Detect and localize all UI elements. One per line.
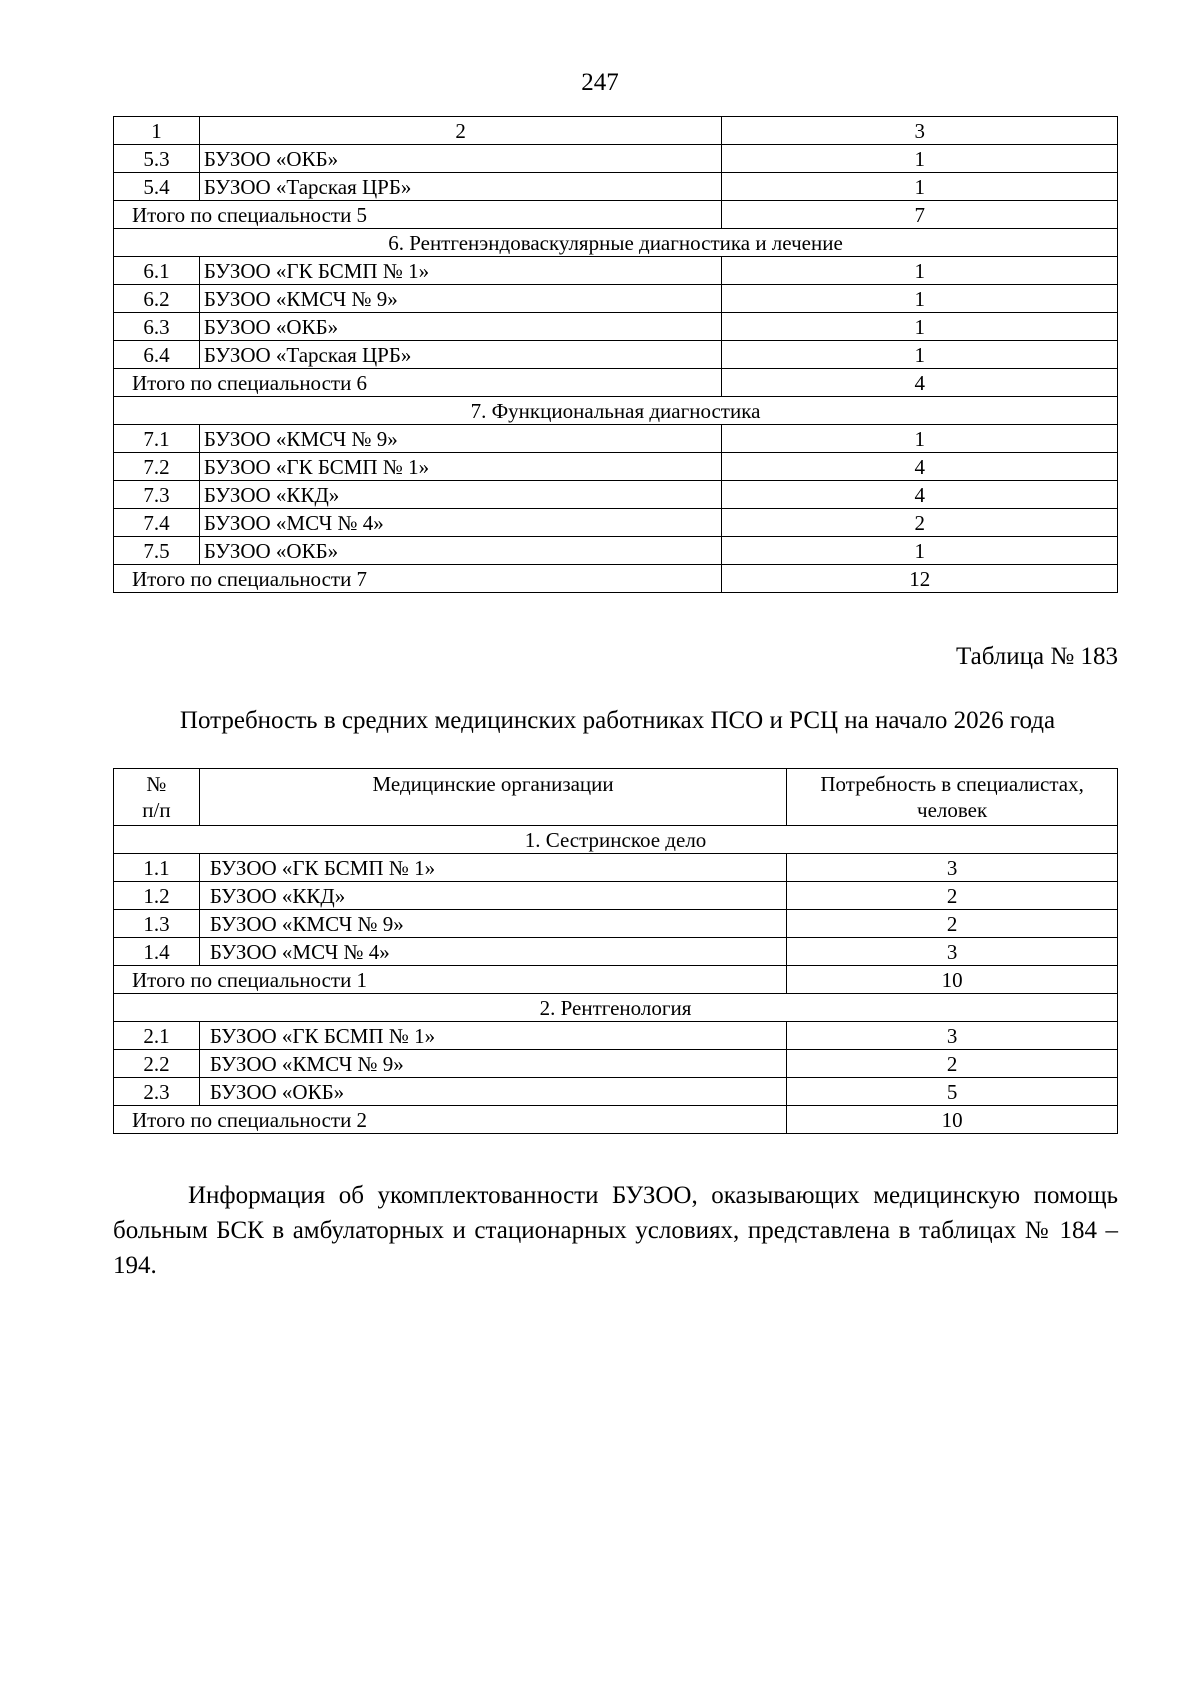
total-row (114, 966, 1118, 994)
table-caption: Таблица № 183 (955, 643, 1118, 670)
row-number: 7.5 (114, 537, 200, 565)
organization-name: БУЗОО «КМСЧ № 9» (199, 285, 722, 313)
row-number: 5.4 (114, 173, 200, 201)
row-number: 1.3 (114, 910, 200, 938)
total-row (114, 565, 1118, 593)
header-need-line1: Потребность в специалистах, (820, 772, 1084, 796)
total-row (114, 201, 1118, 229)
total-label: Итого по специальности 1 (114, 966, 787, 994)
row-value: 1 (722, 257, 1118, 285)
total-label: Итого по специальности 6 (114, 369, 722, 397)
organization-name: БУЗОО «ОКБ» (199, 145, 722, 173)
table-row (114, 145, 1118, 173)
organization-name: БУЗОО «ККД» (199, 882, 786, 910)
total-row (114, 1106, 1118, 1134)
row-number: 6.1 (114, 257, 200, 285)
row-value: 1 (722, 537, 1118, 565)
total-row (114, 369, 1118, 397)
section-title: 1. Сестринское дело (114, 826, 1118, 854)
table-row (114, 481, 1118, 509)
total-label: Итого по специальности 7 (114, 565, 722, 593)
row-value: 4 (722, 453, 1118, 481)
table-row (114, 910, 1118, 938)
table-header-row (114, 117, 1118, 145)
table-row (114, 313, 1118, 341)
table-row (114, 257, 1118, 285)
row-value: 5 (787, 1078, 1118, 1106)
row-number: 7.2 (114, 453, 200, 481)
table-row (114, 1078, 1118, 1106)
row-value: 2 (787, 1050, 1118, 1078)
row-number: 2.1 (114, 1022, 200, 1050)
header-num-line2: п/п (142, 798, 171, 822)
row-number: 6.3 (114, 313, 200, 341)
row-number: 1.4 (114, 938, 200, 966)
row-number: 6.4 (114, 341, 200, 369)
table-row (114, 173, 1118, 201)
organization-name: БУЗОО «КМСЧ № 9» (199, 425, 722, 453)
organization-name: БУЗОО «КМСЧ № 9» (199, 1050, 786, 1078)
table-header-row (114, 769, 1118, 826)
organization-name: БУЗОО «МСЧ № 4» (199, 938, 786, 966)
section-row (114, 229, 1118, 257)
row-number: 1.1 (114, 854, 200, 882)
organization-name: БУЗОО «ОКБ» (199, 537, 722, 565)
total-value: 12 (722, 565, 1118, 593)
row-value: 1 (722, 285, 1118, 313)
row-number: 2.2 (114, 1050, 200, 1078)
row-number: 7.3 (114, 481, 200, 509)
row-value: 3 (787, 938, 1118, 966)
row-value: 1 (722, 341, 1118, 369)
row-value: 1 (722, 145, 1118, 173)
header-need (787, 769, 1118, 826)
row-number: 1.2 (114, 882, 200, 910)
header-cell-3: 3 (722, 117, 1118, 145)
row-value: 1 (722, 173, 1118, 201)
organization-name: БУЗОО «МСЧ № 4» (199, 509, 722, 537)
row-number: 2.3 (114, 1078, 200, 1106)
row-value: 1 (722, 425, 1118, 453)
section-title: 6. Рентгенэндоваскулярные диагностика и лечение (114, 229, 1118, 257)
section-row (114, 397, 1118, 425)
header-need-line2: человек (917, 798, 988, 822)
table-row (114, 1050, 1118, 1078)
table-row (114, 537, 1118, 565)
organization-name: БУЗОО «ГК БСМП № 1» (199, 1022, 786, 1050)
row-number: 7.4 (114, 509, 200, 537)
section-title: 7. Функциональная диагностика (114, 397, 1118, 425)
organization-name: БУЗОО «ОКБ» (199, 313, 722, 341)
row-value: 2 (787, 882, 1118, 910)
row-number: 7.1 (114, 425, 200, 453)
organization-name: БУЗОО «ККД» (199, 481, 722, 509)
total-value: 10 (787, 966, 1118, 994)
section-title: 2. Рентгенология (114, 994, 1118, 1022)
row-value: 2 (722, 509, 1118, 537)
table-row (114, 341, 1118, 369)
table-row (114, 854, 1118, 882)
table-row (114, 1022, 1118, 1050)
table-continued (113, 116, 1118, 593)
total-label: Итого по специальности 5 (114, 201, 722, 229)
header-org: Медицинские организации (199, 769, 786, 826)
row-value: 3 (787, 1022, 1118, 1050)
organization-name: БУЗОО «Тарская ЦРБ» (199, 341, 722, 369)
row-number: 5.3 (114, 145, 200, 173)
header-cell-1: 1 (114, 117, 200, 145)
table-row (114, 425, 1118, 453)
table-row (114, 285, 1118, 313)
info-paragraph: Информация об укомплектованности БУЗОО, оказывающих медицинскую помощь больным БСК в амбулаторных и стационарных условиях, представлена в таблицах № 184 – 194. (113, 1182, 1118, 1279)
row-number: 6.2 (114, 285, 200, 313)
table-183 (113, 768, 1118, 1134)
total-value: 4 (722, 369, 1118, 397)
row-value: 2 (787, 910, 1118, 938)
total-value: 10 (787, 1106, 1118, 1134)
page-number: 247 (581, 69, 619, 96)
table-row (114, 453, 1118, 481)
organization-name: БУЗОО «Тарская ЦРБ» (199, 173, 722, 201)
table-row (114, 509, 1118, 537)
organization-name: БУЗОО «КМСЧ № 9» (199, 910, 786, 938)
organization-name: БУЗОО «ОКБ» (199, 1078, 786, 1106)
header-cell-2: 2 (199, 117, 722, 145)
row-value: 4 (722, 481, 1118, 509)
total-value: 7 (722, 201, 1118, 229)
organization-name: БУЗОО «ГК БСМП № 1» (199, 257, 722, 285)
row-value: 3 (787, 854, 1118, 882)
row-value: 1 (722, 313, 1118, 341)
organization-name: БУЗОО «ГК БСМП № 1» (199, 453, 722, 481)
table-title: Потребность в средних медицинских работниках ПСО и РСЦ на начало 2026 года (179, 707, 1056, 734)
organization-name: БУЗОО «ГК БСМП № 1» (199, 854, 786, 882)
table-row (114, 938, 1118, 966)
section-row (114, 826, 1118, 854)
header-num-line1: № (146, 772, 167, 796)
section-row (114, 994, 1118, 1022)
header-num (114, 769, 200, 826)
total-label: Итого по специальности 2 (114, 1106, 787, 1134)
table-row (114, 882, 1118, 910)
